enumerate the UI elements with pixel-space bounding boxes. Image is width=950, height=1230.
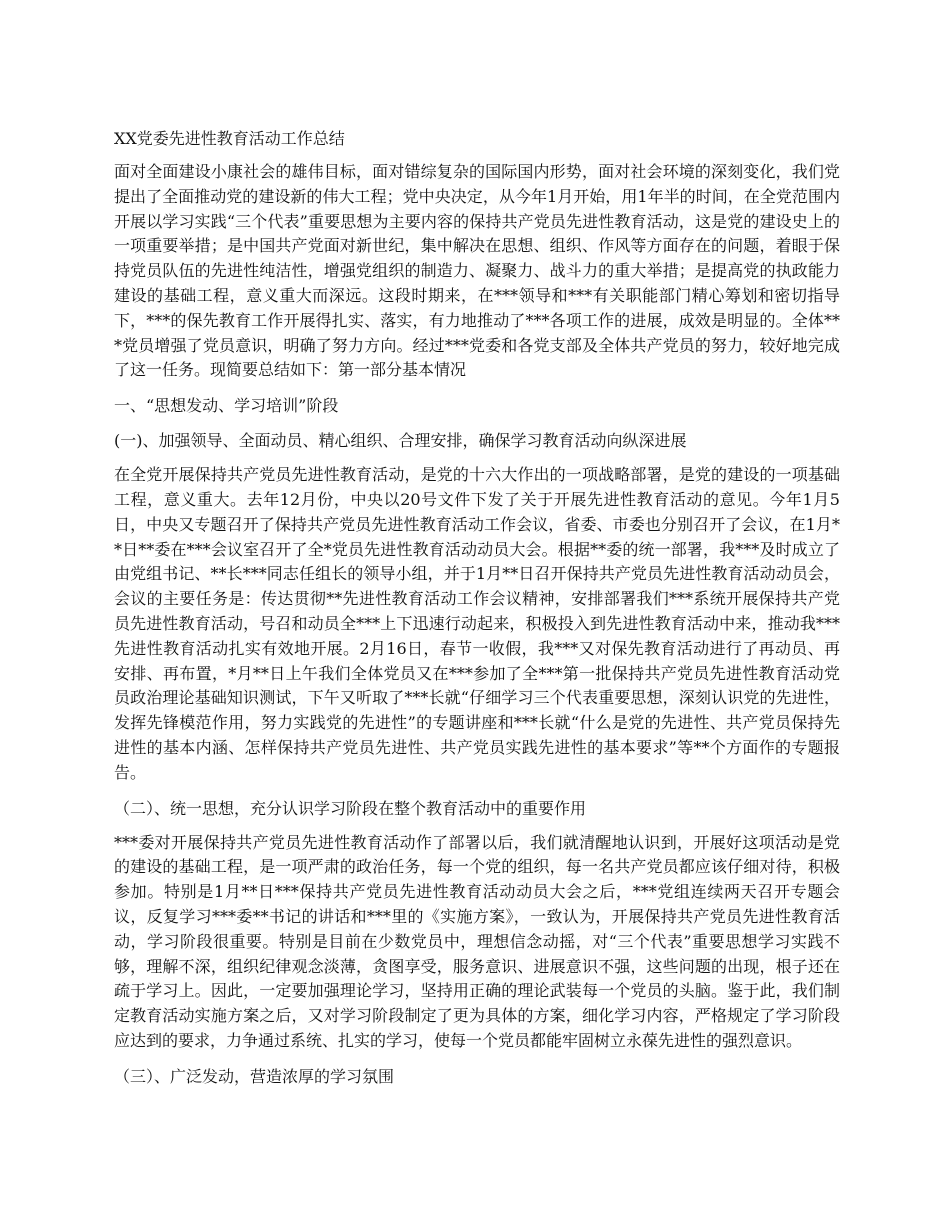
subsection-heading-two: （二）、统一思想，充分认识学习阶段在整个教育活动中的重要作用: [114, 798, 587, 818]
intro-paragraph: 面对全面建设小康社会的雄伟目标，面对错综复杂的国际国内形势，面对社会环境的深刻变化，我们党提出了全面推动党的建设新的伟大工程；党中央决定，从今年1月开始，用1年半的时间，在全党范围内开展以学习实践“三个代表”重要思想为主要内容的保持共产党员先进性教育活动，这是党的建设史上的一项重要举措；是中国共产党面对新世纪，集中解决在思想、组织、作风等方面存在的问题，着眼于保持党员队伍的先进性纯洁性，增强党组织的制造力、凝聚力、战斗力的重大举措；是提高党的执政能力建设的基础工程，意义重大而深远。这段时期来，在***领导和***有关职能部门精心筹划和密切指导下，***的保先教育工作开展得扎实、落实，有力地推动了***各项工作的进展，成效是明显的。全体***党员增强了党员意识，明确了努力方向。经过***党委和各党支部及全体共产党员的努力，较好地完成了这一任务。现简要总结如下：第一部分基本情况: [114, 162, 840, 380]
document-page: [114, 126, 840, 1099]
body-paragraph-two: ***委对开展保持共产党员先进性教育活动作了部署以后，我们就清醒地认识到，开展好这项活动是党的建设的基础工程，是一项严肃的政治任务，每一个党的组织，每一名共产党员都应该仔细对待，积极参加。特别是1月**日***保持共产党员先进性教育活动动员大会之后，***党组连续两天召开专题会议，反复学习***委**书记的讲话和***里的《实施方案》，一致认为，开展保持共产党员先进性教育活动，学习阶段很重要。特别是目前在少数党员中，理想信念动摇，对“三个代表”重要思想学习实践不够，理解不深，组织纪律观念淡薄，贪图享受，服务意识、进展意识不强，这些问题的出现，根子还在疏于学习上。因此，一定要加强理论学习，坚持用正确的理论武装每一个党员的头脑。鉴于此，我们制定教育活动实施方案之后，又对学习阶段制定了更为具体的方案，细化学习内容，严格规定了学习阶段应达到的要求，力争通过系统、扎实的学习，使每一个党员都能牢固树立永葆先进性的强烈意识。: [114, 832, 840, 1050]
section-heading-stage-one: 一、“思想发动、学习培训”阶段: [114, 396, 339, 416]
subsection-heading-one: (一)、加强领导、全面动员、精心组织、合理安排，确保学习教育活动向纵深进展: [114, 431, 687, 451]
body-paragraph-one: 在全党开展保持共产党员先进性教育活动，是党的十六大作出的一项战略部署，是党的建设的一项基础工程，意义重大。去年12月份，中央以20号文件下发了关于开展先进性教育活动的意见。今年1月5日，中央又专题召开了保持共产党员先进性教育活动工作会议，省委、市委也分别召开了会议，在1月**日**委在***会议室召开了全*党员先进性教育活动动员大会。根据**委的统一部署，我***及时成立了由党组书记、**长***同志任组长的领导小组，并于1月**日召开保持共产党员先进性教育活动动员会，会议的主要任务是：传达贯彻**先进性教育活动工作会议精神，安排部署我们***系统开展保持共产党员先进性教育活动，号召和动员全***上下迅速行动起来，积极投入到先进性教育活动中来，推动我***先进性教育活动扎实有效地开展。2月16日，春节一收假，我***又对保先教育活动进行了再动员、再安排、再布置，*月**日上午我们全体党员又在***参加了全***第一批保持共产党员先进性教育活动党员政治理论基础知识测试，下午又听取了***长就“仔细学习三个代表重要思想，深刻认识党的先进性，发挥先锋模范作用，努力实践党的先进性”的专题讲座和***长就“什么是党的先进性、共产党员保持先进性的基本内涵、怎样保持共产党员先进性、共产党员实践先进性的基本要求”等**个方面作的专题报告。: [114, 465, 840, 782]
document-title: XX党委先进性教育活动工作总结: [114, 129, 345, 148]
subsection-heading-three: （三）、广泛发动，营造浓厚的学习氛围: [114, 1066, 395, 1086]
